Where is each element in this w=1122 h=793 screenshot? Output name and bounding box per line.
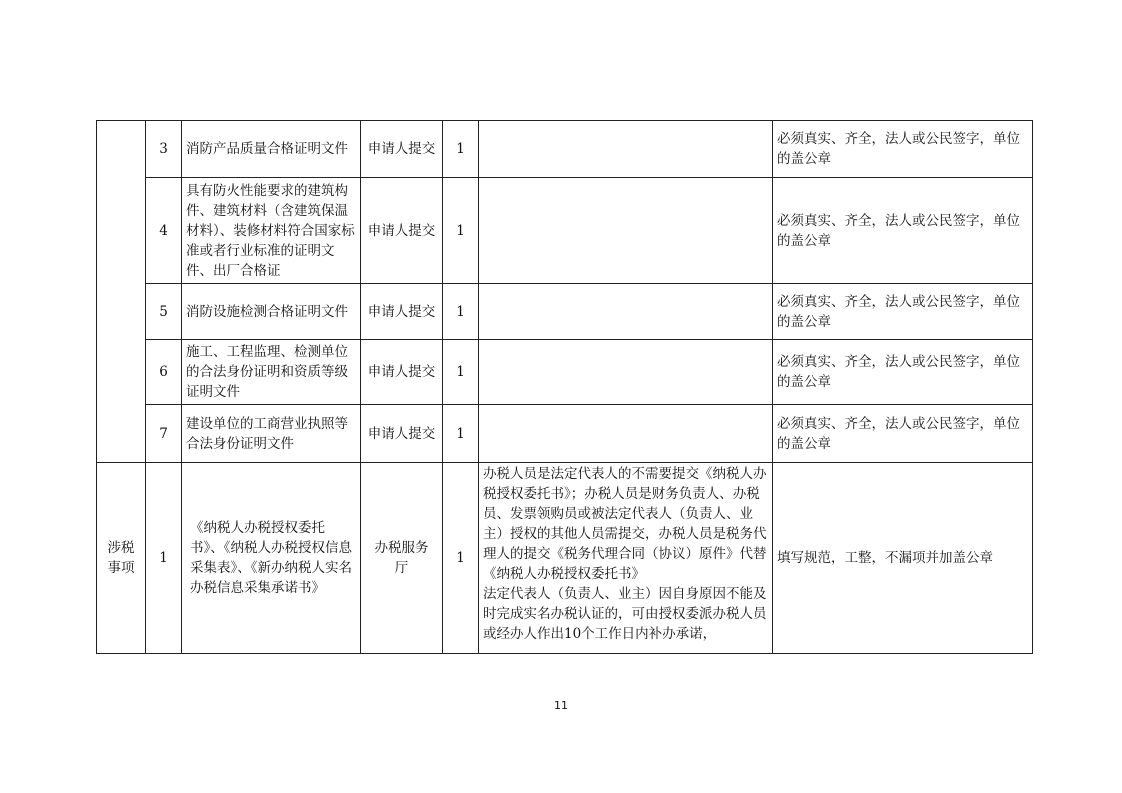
table-row [97,284,1033,340]
requirement: 填写规范，工整，不漏项并加盖公章 [773,463,1033,654]
category-label: 涉税事项 [97,463,146,654]
row-number: 1 [146,463,182,654]
copies: 1 [443,284,479,340]
material-source: 申请人提交 [361,284,443,340]
requirement: 必须真实、齐全，法人或公民签字，单位的盖公章 [773,340,1033,405]
row-number: 6 [146,340,182,405]
material-name: 消防设施检测合格证明文件 [182,284,361,340]
copies: 1 [443,121,479,178]
row-number: 5 [146,284,182,340]
material-source: 申请人提交 [361,178,443,284]
copies: 1 [443,340,479,405]
table-row [97,178,1033,284]
page-number: 11 [554,699,568,712]
material-name: 建设单位的工商营业执照等合法身份证明文件 [182,405,361,463]
requirement: 必须真实、齐全，法人或公民签字，单位的盖公章 [773,178,1033,284]
material-source: 申请人提交 [361,405,443,463]
material-name: 施工、工程监理、检测单位的合法身份证明和资质等级证明文件 [182,340,361,405]
notes [479,340,773,405]
notes: 办税人员是法定代表人的不需要提交《纳税人办税授权委托书》；办税人员是财务负责人、办税员、发票领购员或被法定代表人（负责人、业主）授权的其他人员需提交，办税人员是税务代理人的提交《税务代理合同（协议）原件》代替《纳税人办税授权委托书》 法定代表人（负责人、业主）因自身原因不能及时完成实名办税认证的，可由授权委派办税人员或经办人作出10个工作日内补办承诺， [479,463,773,654]
table-row [97,405,1033,463]
table-row [97,463,1033,654]
copies: 1 [443,463,479,654]
requirement: 必须真实、齐全，法人或公民签字，单位的盖公章 [773,405,1033,463]
notes [479,405,773,463]
row-number: 7 [146,405,182,463]
table-row [97,121,1033,178]
row-number: 3 [146,121,182,178]
material-name: 消防产品质量合格证明文件 [182,121,361,178]
notes [479,121,773,178]
row-number: 4 [146,178,182,284]
material-source: 办税服务厅 [361,463,443,654]
copies: 1 [443,178,479,284]
material-name: 具有防火性能要求的建筑构件、建筑材料（含建筑保温材料）、装修材料符合国家标准或者行业标准的证明文件、出厂合格证 [182,178,361,284]
table-row [97,340,1033,405]
copies: 1 [443,405,479,463]
material-source: 申请人提交 [361,121,443,178]
requirement: 必须真实、齐全，法人或公民签字，单位的盖公章 [773,121,1033,178]
notes [479,178,773,284]
requirements-table [96,120,1033,654]
category-cell-empty [97,121,146,463]
notes [479,284,773,340]
requirement: 必须真实、齐全，法人或公民签字，单位的盖公章 [773,284,1033,340]
material-source: 申请人提交 [361,340,443,405]
material-name: 《纳税人办税授权委托书》、《纳税人办税授权信息采集表》、《新办纳税人实名办税信息采集承诺书》 [182,463,361,654]
